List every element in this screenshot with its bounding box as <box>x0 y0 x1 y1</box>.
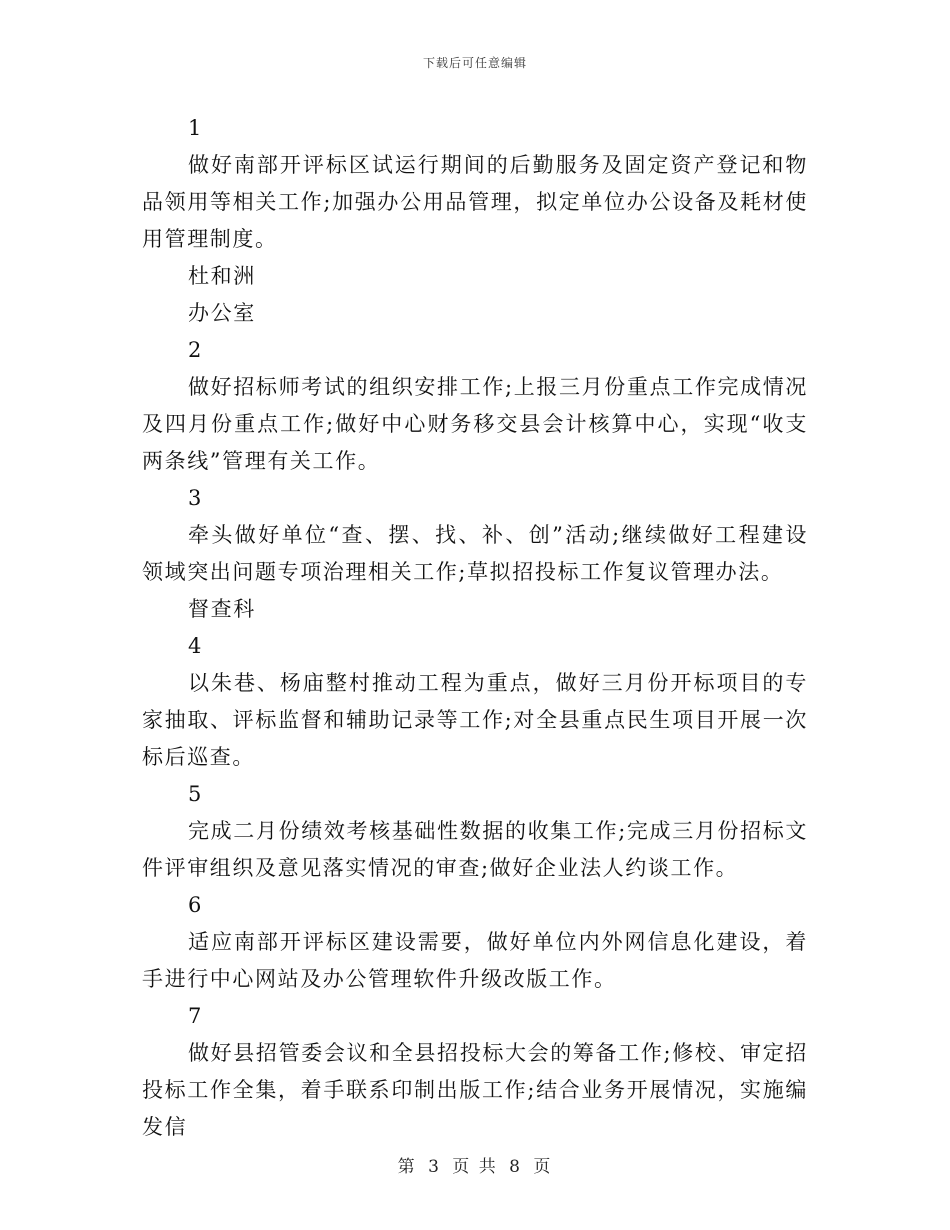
item-number-2: 2 <box>188 338 203 362</box>
item-number-4: 4 <box>188 634 203 658</box>
item-number-5: 5 <box>188 782 203 806</box>
item-number-6: 6 <box>188 893 203 917</box>
footer-suffix: 页 <box>533 1157 553 1177</box>
footer-mid: 页 共 <box>452 1157 498 1177</box>
document-body <box>142 110 808 1146</box>
responsible-person: 杜和洲 <box>188 264 256 288</box>
department-office: 办公室 <box>188 301 256 325</box>
header-note: 下载后可任意编辑 <box>422 56 527 70</box>
department-supervision: 督查科 <box>188 597 256 621</box>
item-number-7: 7 <box>188 1004 203 1028</box>
paragraph-3: 牵头做好单位“查、摆、找、补、创”活动;继续做好工程建设领域突出问题专项治理相关工作;草拟招投标工作复议管理办法。 <box>142 523 808 584</box>
paragraph-1: 做好南部开评标区试运行期间的后勤服务及固定资产登记和物品领用等相关工作;加强办公用品管理，拟定单位办公设备及耗材使用管理制度。 <box>142 153 808 251</box>
paragraph-5: 完成二月份绩效考核基础性数据的收集工作;完成三月份招标文件评审组织及意见落实情况的审查;做好企业法人约谈工作。 <box>142 819 808 880</box>
paragraph-7: 做好县招管委会议和全县招投标大会的筹备工作;修校、审定招投标工作全集，着手联系印制出版工作;结合业务开展情况，实施编发信 <box>142 1041 808 1139</box>
item-number-1: 1 <box>188 116 203 140</box>
footer-prefix: 第 <box>397 1157 417 1177</box>
paragraph-4: 以朱巷、杨庙整村推动工程为重点，做好三月份开标项目的专家抽取、评标监督和辅助记录等工作;对全县重点民生项目开展一次标后巡查。 <box>142 671 808 769</box>
paragraph-6: 适应南部开评标区建设需要，做好单位内外网信息化建设，着手进行中心网站及办公管理软件升级改版工作。 <box>142 930 808 991</box>
current-page-number: 3 <box>428 1157 441 1177</box>
item-number-3: 3 <box>188 486 203 510</box>
page-footer <box>0 1152 950 1177</box>
total-pages-number: 8 <box>509 1157 522 1177</box>
paragraph-2: 做好招标师考试的组织安排工作;上报三月份重点工作完成情况及四月份重点工作;做好中心财务移交县会计核算中心，实现“收支两条线”管理有关工作。 <box>142 375 808 473</box>
